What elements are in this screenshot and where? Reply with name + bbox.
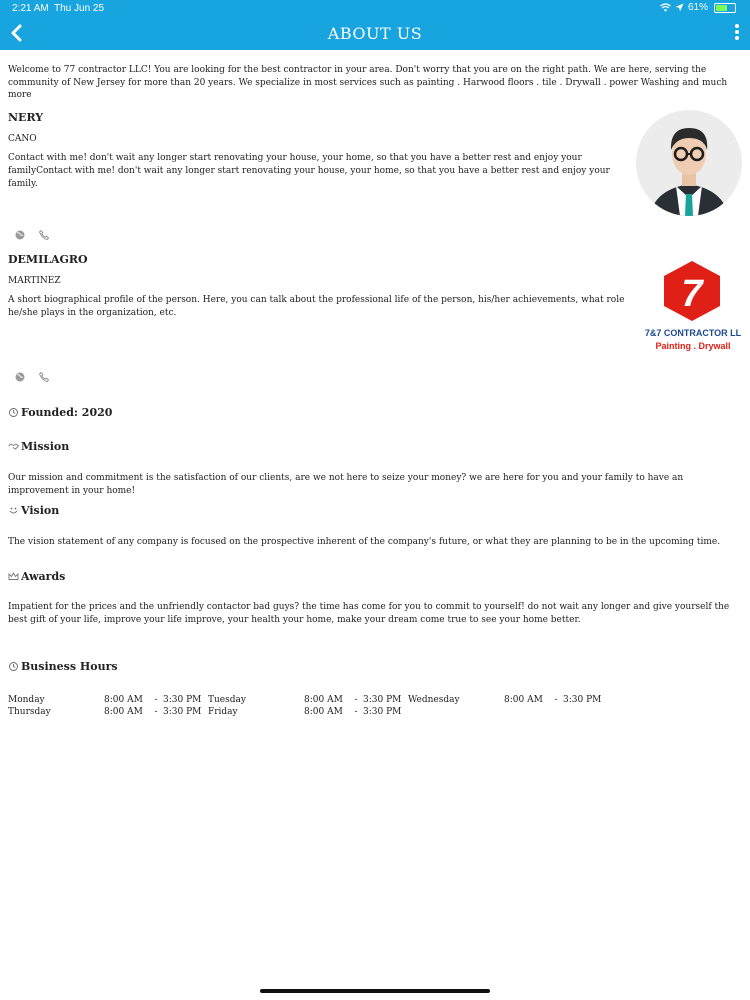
battery-percent: 61% — [687, 2, 708, 13]
status-time: 2:21 AM — [12, 3, 49, 14]
hours-close: 3:30 PM — [363, 695, 402, 705]
member-first-name: NERY — [8, 111, 44, 124]
page-title: ABOUT US — [327, 24, 423, 43]
mission-heading — [8, 440, 69, 453]
member-bio: A short biographical profile of the person. Here, you can talk about the professional life of the person, his/her achievements, what role he/she plays in the organization, etc. — [8, 295, 625, 318]
hours-open: 8:00 AM — [304, 707, 343, 717]
mission-title: Mission — [21, 440, 70, 453]
member-avatar — [636, 110, 742, 216]
hours-close: 3:30 PM — [163, 695, 202, 705]
app-header — [0, 0, 750, 50]
battery-icon — [714, 3, 736, 13]
hours-close: 3:30 PM — [163, 707, 202, 717]
handshake-icon — [8, 441, 19, 452]
hours-close: 3:30 PM — [563, 695, 602, 705]
team-member-card — [8, 111, 628, 191]
business-hours-table — [8, 695, 648, 719]
more-options-icon[interactable] — [734, 24, 740, 42]
home-indicator[interactable] — [260, 989, 490, 993]
hours-day: Tuesday — [208, 695, 246, 705]
hours-dash: - — [154, 695, 158, 705]
vision-title: Vision — [21, 504, 60, 517]
member-first-name: DEMILAGRO — [8, 253, 88, 266]
globe-icon[interactable] — [14, 229, 26, 241]
business-hours-title: Business Hours — [21, 660, 118, 673]
status-date: Thu Jun 25 — [54, 3, 105, 14]
vision-text: The vision statement of any company is focused on the prospective inherent of the company's future, or what they are planning to be in the upcoming time. — [8, 537, 721, 547]
businessman-avatar-icon — [636, 110, 742, 216]
hours-dash: - — [154, 707, 158, 717]
smile-icon — [8, 505, 19, 516]
phone-icon[interactable] — [38, 371, 50, 383]
member-last-name: CANO — [8, 134, 37, 144]
wifi-icon — [660, 3, 671, 12]
status-right — [660, 2, 736, 13]
logo-number: 7 — [681, 273, 703, 315]
company-logo — [640, 258, 744, 354]
vision-heading — [8, 504, 59, 517]
awards-title: Awards — [21, 570, 66, 583]
intro-text: Welcome to 77 contractor LLC! You are looking for the best contractor in your area. Don't worry that you are on the right path. We are here, serving the community of New Jersey for more than 20 years. We specialize in most services such as painting . Harwood floors . tile . Drywall . power Washing and much more — [8, 65, 728, 100]
hours-open: 8:00 AM — [304, 695, 343, 705]
hours-dash: - — [354, 695, 358, 705]
member-links — [14, 229, 50, 241]
awards-text: Impatient for the prices and the unfriendly contactor bad guys? the time has come for you to commit to yourself! do not wait any longer and give yourself the best gift of your life, improve your life improve, your health your home, make your dream come true to see your home better. — [8, 602, 730, 625]
clock-icon — [8, 661, 19, 672]
status-bar — [0, 0, 750, 18]
globe-icon[interactable] — [14, 371, 26, 383]
hours-day: Wednesday — [408, 695, 460, 705]
phone-icon[interactable] — [38, 229, 50, 241]
intro-section — [8, 64, 740, 102]
nav-bar — [0, 18, 750, 50]
hours-close: 3:30 PM — [363, 707, 402, 717]
founded-heading — [8, 406, 112, 419]
location-arrow-icon — [675, 3, 684, 12]
member-last-name: MARTINEZ — [8, 276, 61, 286]
logo-company-name: 7&7 CONTRACTOR LL — [644, 328, 742, 338]
hours-dash: - — [354, 707, 358, 717]
hours-open: 8:00 AM — [104, 695, 143, 705]
clock-icon — [8, 407, 19, 418]
hours-row — [8, 695, 648, 707]
crown-icon — [8, 571, 19, 582]
member-bio: Contact with me! don't wait any longer start renovating your house, your home, so that you have a better rest and enjoy your familyContact with me! don't wait any longer start renovating your house, your home, so that you have a better rest and enjoy your family. — [8, 153, 610, 189]
mission-text: Our mission and commitment is the satisfaction of our clients, are we not here to seize your money? we are here for you and your family to have an improvement in your home! — [8, 473, 684, 496]
member-links — [14, 371, 50, 383]
hours-open: 8:00 AM — [504, 695, 543, 705]
hours-day: Thursday — [8, 707, 51, 717]
hours-row — [8, 707, 648, 719]
hours-day: Monday — [8, 695, 45, 705]
hours-dash: - — [554, 695, 558, 705]
business-hours-heading — [8, 660, 118, 673]
team-member-card — [8, 253, 628, 320]
hours-open: 8:00 AM — [104, 707, 143, 717]
awards-heading — [8, 570, 65, 583]
logo-tagline: Painting . Drywall — [655, 341, 731, 351]
hours-day: Friday — [208, 707, 238, 717]
founded-text: Founded: 2020 — [21, 406, 113, 419]
